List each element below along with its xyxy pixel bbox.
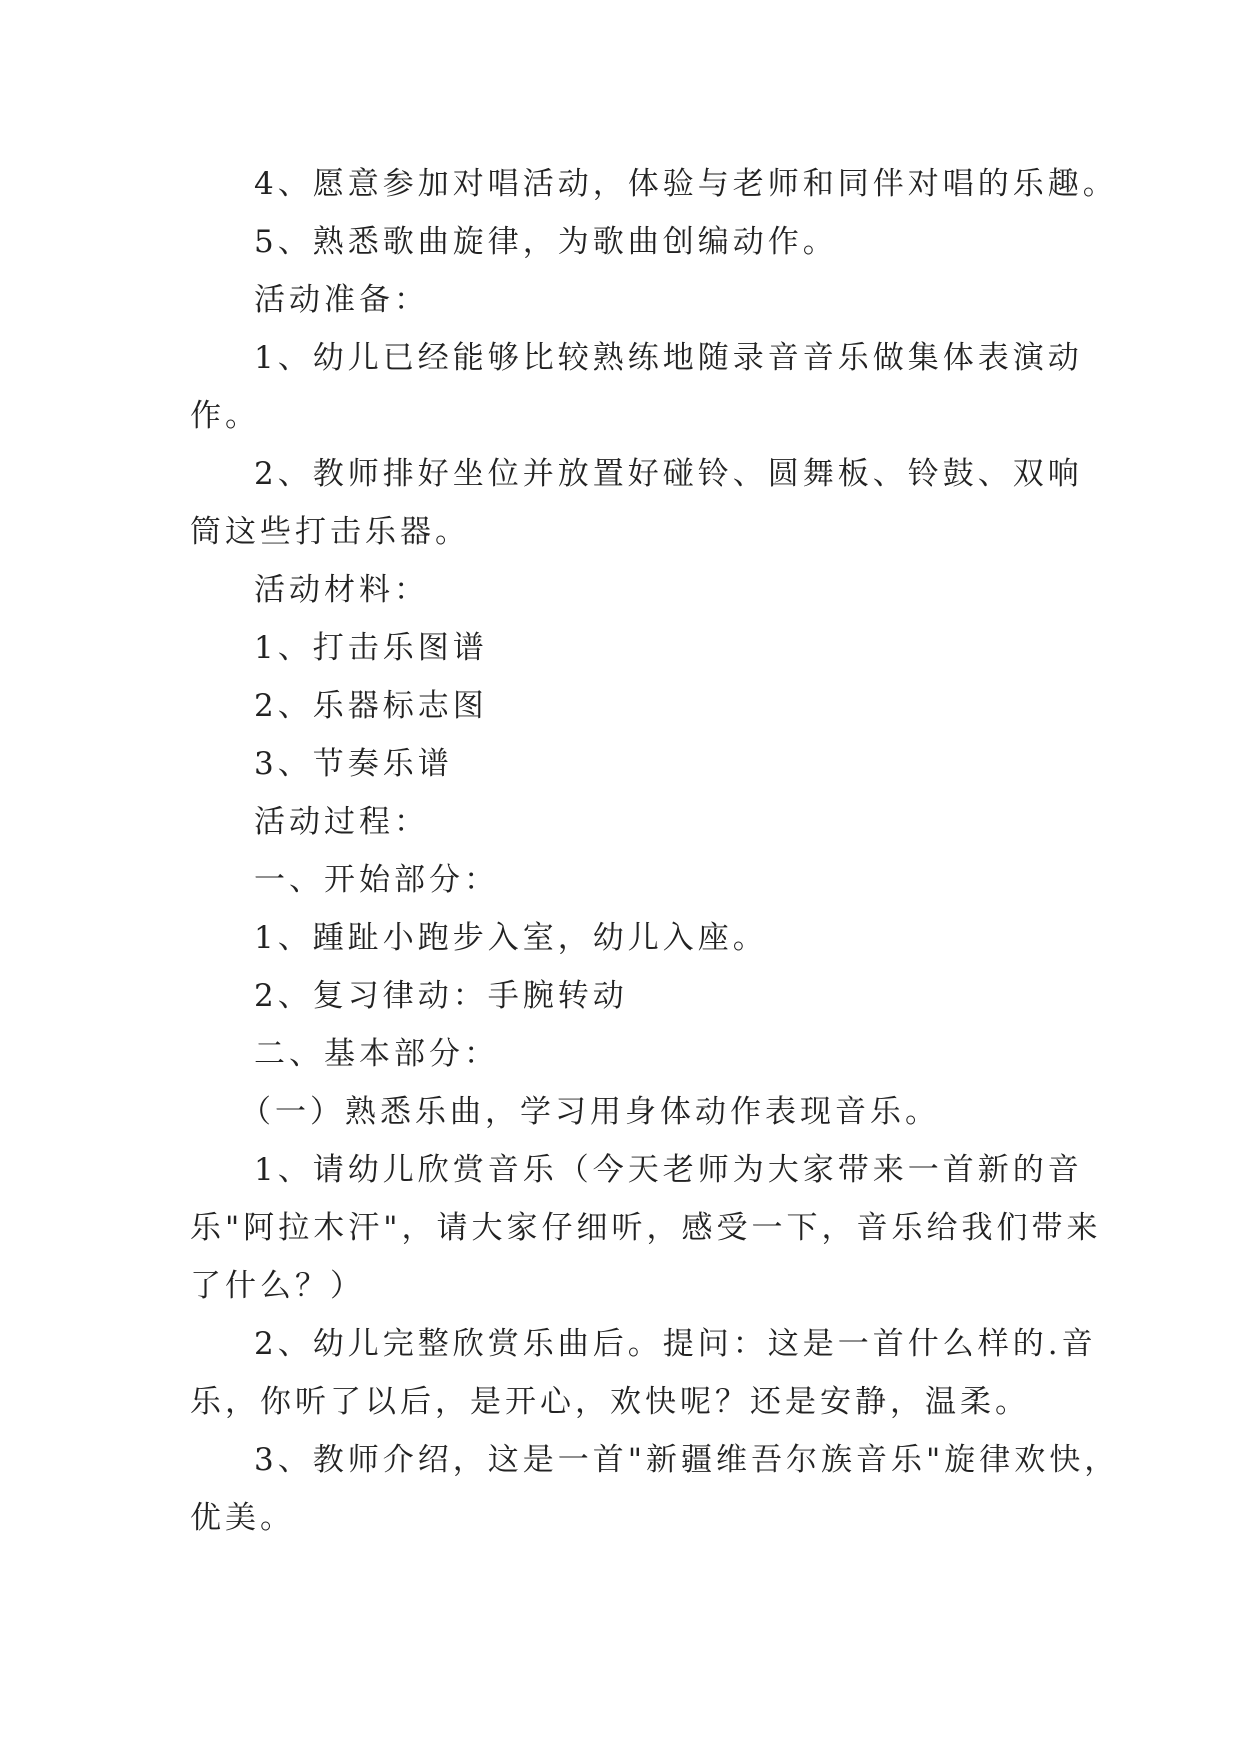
paragraph-objective-5: 5、熟悉歌曲旋律，为歌曲创编动作。 [254,224,838,260]
material-item-2: 2、乐器标志图 [254,688,488,724]
paragraph-listen-2-cont: 乐，你听了以后，是开心，欢快呢？还是安静，温柔。 [190,1384,1030,1420]
paragraph-preparation-2: 2、教师排好坐位并放置好碰铃、圆舞板、铃鼓、双响 [254,456,1083,492]
material-item-3: 3、节奏乐谱 [254,746,453,782]
paragraph-preparation-1-cont: 作。 [190,398,260,434]
heading-preparation: 活动准备： [254,282,429,318]
paragraph-listen-1-cont-a: 乐"阿拉木汗"，请大家仔细听，感受一下，音乐给我们带来 [190,1210,1102,1246]
heading-process: 活动过程： [254,804,429,840]
subheading-section-1: （一）熟悉乐曲，学习用身体动作表现音乐。 [240,1094,940,1130]
material-item-1: 1、打击乐图谱 [254,630,488,666]
heading-part-one: 一、开始部分： [254,862,499,898]
paragraph-listen-3-cont: 优美。 [190,1500,295,1536]
heading-materials: 活动材料： [254,572,429,608]
paragraph-listen-3: 3、教师介绍，这是一首"新疆维吾尔族音乐"旋律欢快， [254,1442,1120,1478]
heading-part-two: 二、基本部分： [254,1036,499,1072]
paragraph-listen-1-cont-b: 了什么？） [190,1268,365,1304]
process-step-1: 1、踵趾小跑步入室，幼儿入座。 [254,920,768,956]
paragraph-listen-1: 1、请幼儿欣赏音乐（今天老师为大家带来一首新的音 [254,1152,1083,1188]
paragraph-objective-4: 4、愿意参加对唱活动，体验与老师和同伴对唱的乐趣。 [254,166,1118,202]
process-step-2: 2、复习律动：手腕转动 [254,978,628,1014]
paragraph-listen-2: 2、幼儿完整欣赏乐曲后。提问：这是一首什么样的.音 [254,1326,1097,1362]
paragraph-preparation-2-cont: 筒这些打击乐器。 [190,514,470,550]
paragraph-preparation-1: 1、幼儿已经能够比较熟练地随录音音乐做集体表演动 [254,340,1083,376]
